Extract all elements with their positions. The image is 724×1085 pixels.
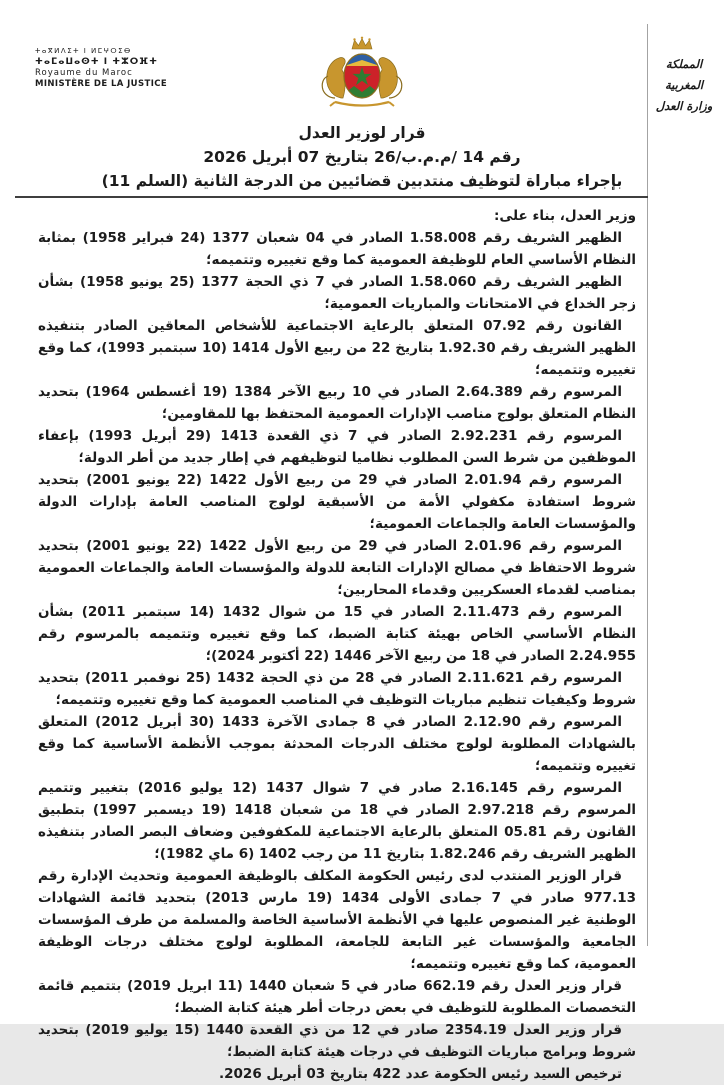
body-paragraph: المرسوم رقم 2.16.145 صادر في 7 شوال 1437 (12 يوليو 2016) بتغيير وتتميم المرسوم رقم 2.97.218 الصادر في 18 من شعبان 1418 (19 ديسمبر 1997) بتطبيق القانون رقم 05.81 المتعلق بالرعاية الاجتماعية للمكفوفين وضعاف البصر الصادر بتنفيذه الظهير الشريف رقم 1.82.246 بتاريخ 11 من رجب 1402 (6 ماي 1982)؛ [38,780,637,862]
arabic-calligraphy-block [646,54,722,117]
body-paragraph: المرسوم رقم 2.12.90 الصادر في 8 جمادى الآخرة 1433 (30 أبريل 2012) المتعلق بالشهادات المطلوبة لولوج مختلف الدرجات المحدثة بموجب الأنظمة الأساسية كما وقع تغييره وتتميمه؛ [38,714,636,774]
body-paragraph: قرار الوزير المنتدب لدى رئيس الحكومة المكلف بالوظيفة العمومية وتحديث الإدارة رقم 977.13 صادر في 7 جمادى الأولى 1434 (19 مارس 2013) بتحديد قائمة الشهادات الوطنية غير المنصوص عليها في الأنظمة الأساسية الخاصة والمسلمة من طرف المؤسسات الجامعية والمؤسسات غير التابعة للجامعة، المطلوبة لولوج مختلف درجات الوظيفة العمومية، كما وقع تغييره وتتميمه؛ [38,868,636,972]
french-ministry-label: MINISTÈRE DE LA JUSTICE [35,79,168,89]
decree-title-line2: رقم 14 /م.م.ب/26 بتاريخ 07 أبريل 2026 [203,148,521,166]
title-separator-rule [15,196,648,198]
body-paragraph: الظهير الشريف رقم 1.58.060 الصادر في 7 ذي الحجة 1377 (25 يونيو 1958) بشأن زجر الخداع في الامتحانات والمباريات العمومية؛ [38,274,636,312]
decree-body [38,205,636,1085]
body-paragraph: المرسوم رقم 2.01.96 الصادر في 29 من ربيع الأول 1422 (22 يونيو 2001) بتحديد شروط الاحتفاظ في مصالح الإدارات التابعة للدولة والمؤسسات العامة والجماعات العمومية بمناصب لقدماء العسكريين وقدماء المحاربين؛ [38,538,636,598]
body-paragraph: الظهير الشريف رقم 1.58.008 الصادر في 04 شعبان 1377 (24 فبراير 1958) بمثابة النظام الأساسي العام للوظيفة العمومية كما وقع تغييره وتتميمه؛ [38,230,636,268]
body-paragraph: المرسوم رقم 2.64.389 الصادر في 10 ربيع الآخر 1384 (19 أغسطس 1964) بتحديد النظام المتعلق بولوج مناصب الإدارات العمومية المحتفظ بها للمقاومين؛ [38,384,636,422]
french-kingdom-label: Royaume du Maroc [35,68,133,78]
arabic-ministry-label: وزارة العدل [655,99,713,113]
tifinagh-ministry-label: ⵜⴰⵎⴰⵡⴰⵙⵜ ⵏ ⵜⵣⵔⴼⵜ [35,57,159,67]
body-paragraph: القانون رقم 07.92 المتعلق بالرعاية الاجتماعية للأشخاص المعاقين الصادر بتنفيذه الظهير الشريف رقم 1.92.30 بتاريخ 22 من ربيع الأول 1414 (10 سبتمبر 1993)، كما وقع تغييره وتتميمه؛ [38,318,636,378]
body-paragraph: المرسوم رقم 2.92.231 الصادر في 7 ذي القعدة 1413 (29 أبريل 1993) بإعفاء الموظفين من شرط السن المطلوب نظاميا لتوظيفهم في إطار جديد من أطر الدولة؛ [38,428,636,466]
tifinagh-kingdom-label: ⵜⴰⴳⵍⴷⵉⵜ ⵏ ⵍⵎⵖⵔⵉⴱ [35,47,132,55]
body-paragraph: قرار وزير العدل رقم 662.19 صادر في 5 شعبان 1440 (11 ابريل 2019) بتتميم قائمة التخصصات المطلوبة للتوظيف في بعض درجات أطر هيئة كتابة الضبط؛ [38,978,636,1016]
ministry-identity-block [35,46,167,90]
decree-title-line1: قرار لوزير العدل [298,124,426,142]
body-paragraph: المرسوم رقم 2.11.621 الصادر في 28 من ذي الحجة 1432 (25 نوفمبر 2011) بتحديد شروط وكيفيات تنظيم مباريات التوظيف في المناصب العمومية كما وقع تغييره وتتميمه؛ [38,670,636,708]
body-paragraph: ترخيص السيد رئيس الحكومة عدد 422 بتاريخ 03 أبريل 2026. [219,1066,622,1082]
body-paragraphs [38,227,636,1085]
body-paragraph: المرسوم رقم 2.11.473 الصادر في 15 من شوال 1432 (14 سبتمبر 2011) بشأن النظام الأساسي الخاص بهيئة كتابة الضبط، كما وقع تغييره وتتميمه بالمرسوم رقم 2.24.955 الصادر في 18 من ربيع الآخر 1446 (22 أكتوبر 2024)؛ [38,604,636,664]
decree-title-block [0,121,724,193]
arabic-kingdom-label: المملكة المغربية [664,57,704,92]
body-paragraph: قرار وزير العدل 2354.19 صادر في 12 من ذي القعدة 1440 (15 يوليو 2019) بتحديد شروط وبرامج مباريات التوظيف في درجات هيئة كتابة الضبط؛ [38,1022,636,1060]
morocco-coat-of-arms-icon [297,36,427,110]
body-intro: وزير العدل، بناء على: [493,208,636,224]
body-paragraph: المرسوم رقم 2.01.94 الصادر في 29 من ربيع الأول 1422 (22 يونيو 2001) بتحديد شروط استفادة مكفولي الأمة من الأسبقية لولوج المناصب العامة بإدارات الدولة والمؤسسات العامة والجماعات العمومية؛ [38,472,636,532]
decree-title-line3: بإجراء مباراة لتوظيف منتدبين قضائيين من الدرجة الثانية (السلم 11) [101,172,623,190]
